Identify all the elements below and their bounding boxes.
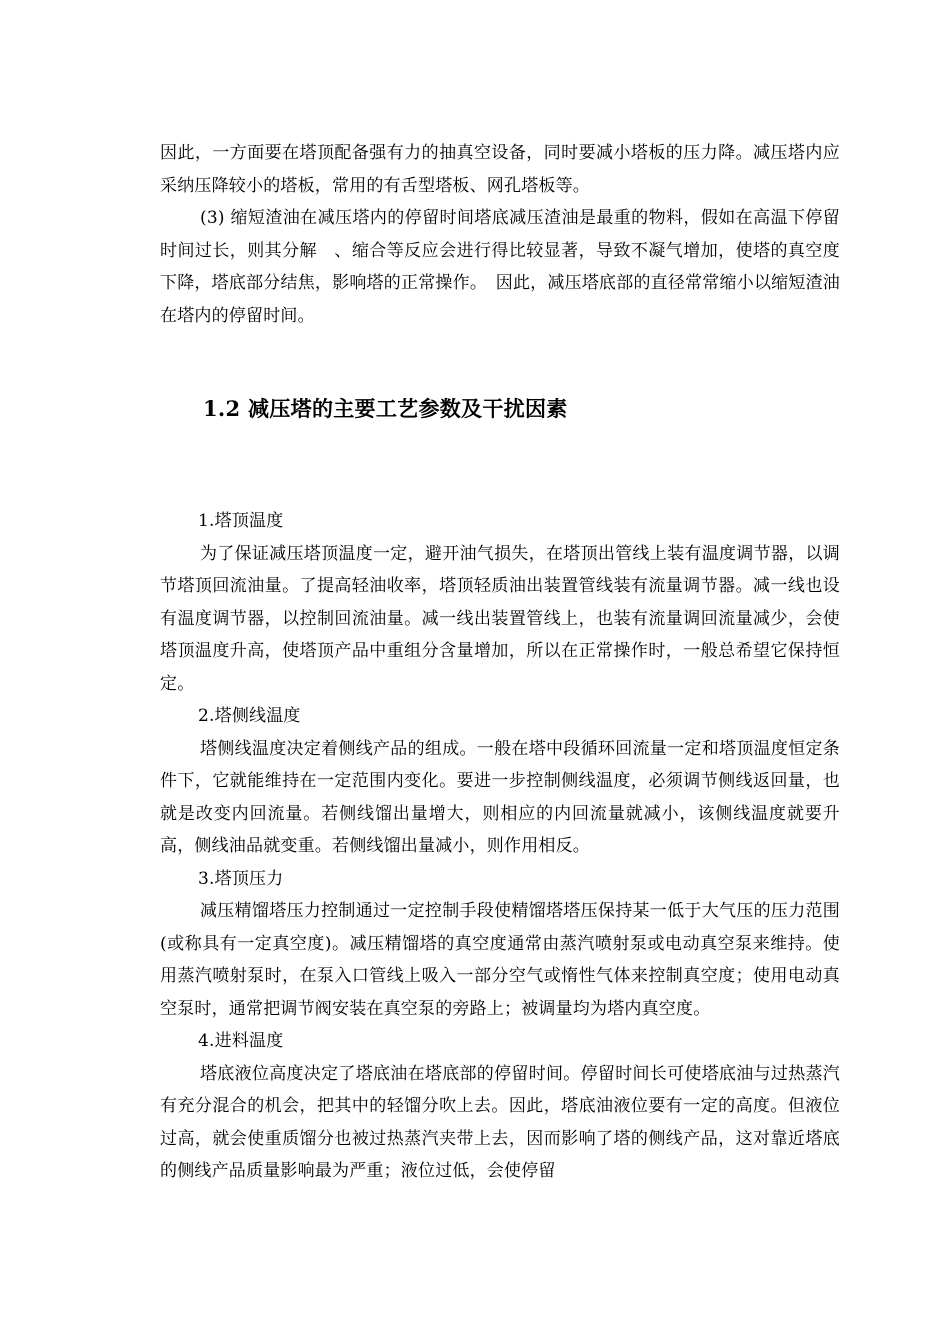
paragraph: 为了保证减压塔顶温度一定，避开油气损失，在塔顶出管线上装有温度调节器，以调节塔顶回流油量。了提高轻油收率，塔顶轻质油出装置管线装有流量调节器。减一线也设有温度调节器，以控制回流油量。减一线出装置管线上，也装有流量调回流量减少，会使塔顶温度升高，使塔顶产品中重组分含量增加，所以在正常操作时，一般总希望它保持恒定。 — [160, 543, 840, 694]
subsection-title: 2.塔侧线温度 — [198, 706, 301, 726]
section-heading: 1.2 减压塔的主要工艺参数及干扰因素 — [203, 396, 568, 421]
subsection-title: 4.进料温度 — [198, 1031, 284, 1051]
section-body — [160, 505, 840, 1188]
paragraph: (3) 缩短渣油在减压塔内的停留时间塔底减压渣油是最重的物料，假如在高温下停留时间过长，则其分解 、缩合等反应会进行得比较显著，导致不凝气增加，使塔的真空度下降，塔底部分结焦，影响塔的正常操作。 因此，减压塔底部的直径常常缩小以缩短渣油在塔内的停留时间。 — [160, 208, 840, 326]
intro-text — [160, 137, 840, 332]
paragraph: 塔底液位高度决定了塔底油在塔底部的停留时间。停留时间长可使塔底油与过热蒸汽有充分混合的机会，把其中的轻馏分吹上去。因此，塔底油液位要有一定的高度。但液位过高，就会使重质馏分也被过热蒸汽夹带上去，因而影响了塔的侧线产品，这对靠近塔底的侧线产品质量影响最为严重；液位过低，会使停留 — [160, 1063, 840, 1181]
paragraph: 因此，一方面要在塔顶配备强有力的抽真空设备，同时要减小塔板的压力降。减压塔内应采纳压降较小的塔板，常用的有舌型塔板、网孔塔板等。 — [160, 143, 840, 196]
paragraph: 减压精馏塔压力控制通过一定控制手段使精馏塔塔压保持某一低于大气压的压力范围(或称具有一定真空度)。减压精馏塔的真空度通常由蒸汽喷射泵或电动真空泵来维持。使用蒸汽喷射泵时，在泵入口管线上吸入一部分空气或惰性气体来控制真空度；使用电动真空泵时，通常把调节阀安装在真空泵的旁路上；被调量均为塔内真空度。 — [160, 901, 840, 1019]
paragraph: 塔侧线温度决定着侧线产品的组成。一般在塔中段循环回流量一定和塔顶温度恒定条件下，它就能维持在一定范围内变化。要进一步控制侧线温度，必须调节侧线返回量，也就是改变内回流量。若侧线馏出量增大，则相应的内回流量就减小，该侧线温度就要升高，侧线油品就变重。若侧线馏出量减小，则作用相反。 — [160, 738, 840, 856]
subsection-title: 3.塔顶压力 — [198, 868, 284, 889]
subsection-title: 1.塔顶温度 — [198, 511, 284, 531]
